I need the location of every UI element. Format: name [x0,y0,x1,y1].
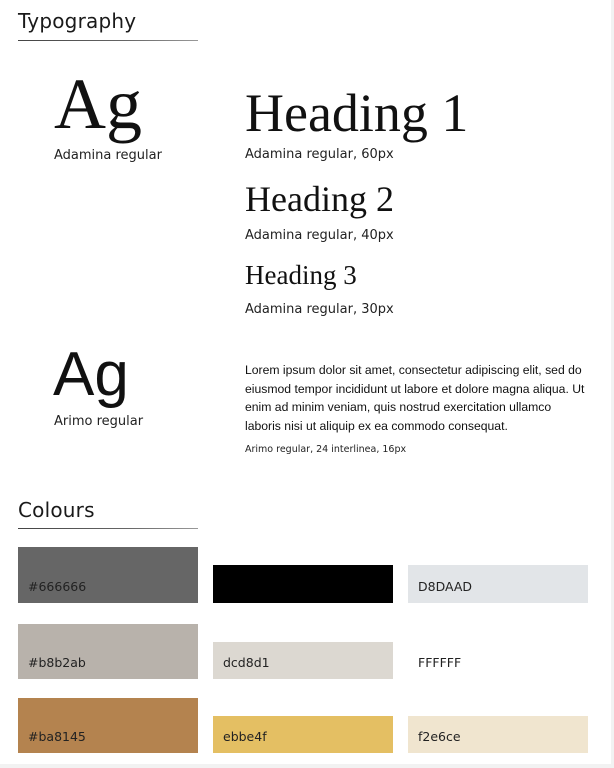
swatch-label: #666666 [28,578,87,594]
colours-section-rule [18,528,198,529]
serif-font-specimen: Ag [54,64,142,144]
typography-section-title: Typography [18,9,137,33]
body-text-caption: Arimo regular, 24 interlinea, 16px [245,444,407,455]
colour-swatch-666666 [18,547,198,603]
swatch-label: dcd8d1 [223,654,270,670]
heading-1-caption: Adamina regular, 60px [245,147,394,162]
swatch-label: f2e6ce [418,728,461,744]
colour-swatch-ba8145 [18,698,198,753]
heading-2-caption: Adamina regular, 40px [245,228,394,243]
sans-font-label: Arimo regular [54,414,144,429]
serif-font-label: Adamina regular [54,148,162,163]
swatch-label: D8DAAD [418,578,473,594]
swatch-label: #ba8145 [28,728,86,744]
heading-3-caption: Adamina regular, 30px [245,302,394,317]
heading-1-sample: Heading 1 [245,83,469,143]
colour-swatch-ffffff [408,642,588,679]
colours-section-title: Colours [18,498,95,522]
colour-swatch-000000 [213,565,393,603]
swatch-label: #b8b2ab [28,654,86,670]
colour-swatch-b8b2ab [18,624,198,679]
colour-swatch-ebbe4f [213,716,393,753]
typography-section-rule [18,40,198,41]
colour-swatch-d8daad [408,565,588,603]
body-text-sample: Lorem ipsum dolor sit amet, consectetur adipiscing elit, sed do eiusmod tempor incididunt ut labore et dolore magna aliqua. Ut enim ad minim veniam, quis nostrud exercitation ullamco laboris nisi ut aliquip ex ea commodo consequat. [245,363,585,433]
swatch-label: FFFFFF [418,654,462,670]
heading-3-sample: Heading 3 [245,260,357,290]
colour-swatch-f2e6ce [408,716,588,753]
swatch-label: ebbe4f [223,728,267,744]
sans-font-specimen: Ag [53,340,129,409]
colour-swatch-dcd8d1 [213,642,393,679]
heading-2-sample: Heading 2 [245,179,394,219]
